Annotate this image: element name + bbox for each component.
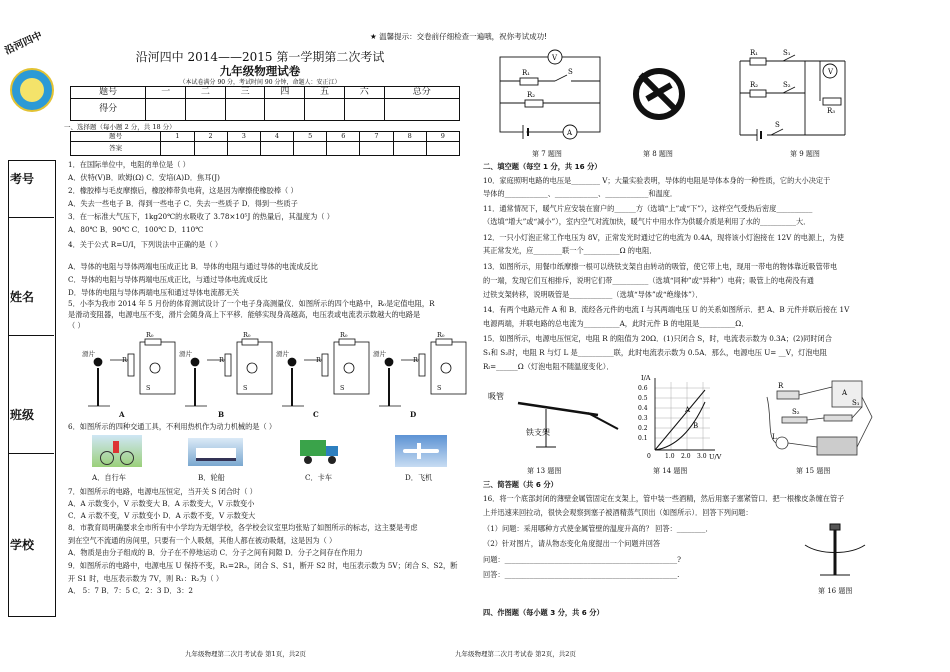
x-tick: 3.0	[697, 453, 707, 460]
circuit-label: R	[122, 356, 127, 364]
score-header: 五	[305, 87, 345, 99]
fig16-caption: 第 16 题图	[818, 587, 853, 595]
answer-cell[interactable]	[294, 142, 327, 156]
question-text: 11．通常情况下，暖气片应安装在窗户的______方（选填“上”或“下”），这样空气受热后密度__________	[483, 204, 813, 213]
circuit-part	[150, 363, 160, 373]
question-text: 开 S1 时，电压表示数为 7V，则 R₁：R₂为（ ）	[68, 574, 224, 583]
q6-option-b[interactable]: B．轮船	[198, 473, 225, 482]
curve-b-label: B	[693, 422, 699, 430]
circuit-label: S	[146, 384, 151, 392]
question-text: 2．橡胶棒与毛皮摩擦后，橡胶棒带负电荷，这是因为摩擦使橡胶棒（ ）	[68, 186, 298, 195]
answer-cell[interactable]	[194, 142, 227, 156]
circuit-label: S	[243, 384, 248, 392]
question-text: 电源两端，并联电路的总电流为__________A，此时元件 B 的电阻是__________Ω．	[483, 319, 749, 328]
question-text: （1）问题：采用哪种方式使金属管壁的温度升高的？ 回答：________．	[483, 524, 713, 533]
circuit-label: 滑片	[82, 350, 95, 358]
circuit-label: R₀	[340, 331, 348, 339]
circuit-part	[145, 339, 161, 345]
question-text: 3．在一标准大气压下，1kg20℃的水吸收了 3.78×10⁵J 的热量后，其温度为（ ）	[68, 212, 334, 221]
airplane-image	[395, 435, 447, 467]
section1-title: 一、选择题（每小题 2 分，共 18 分）	[64, 123, 176, 131]
x-tick: 1.0	[665, 453, 675, 460]
answer-table	[70, 131, 460, 156]
question-text: Rₗ=______Ω（灯泡电阻不随温度变化）．	[483, 362, 614, 371]
score-header: 六	[344, 87, 384, 99]
q5-option-d[interactable]: D	[410, 410, 417, 419]
fig9-s-label: S	[775, 121, 780, 129]
section4-title: 四、作图题（每小题 3 分，共 6 分）	[483, 608, 604, 617]
label-exam-number: 考号	[10, 172, 35, 186]
y-tick: 0.1	[638, 435, 648, 442]
question-options: C．A 示数不变，V 示数变小 D．A 示数不变，V 示数变大	[68, 511, 256, 520]
question-text: 12．一只小灯泡正常工作电压为 8V，正常发光时通过它的电流为 0.4A，现将该小灯泡接在 12V 的电源上，为使	[483, 233, 844, 242]
x-tick: 0	[647, 453, 651, 460]
question-options: A．物质是由分子组成的 B．分子在不停地运动 C．分子之间有间隙 D．分子之间存在作用力	[68, 548, 363, 557]
circuit-part	[94, 358, 102, 366]
circuit-part	[191, 358, 199, 366]
fig15-l-label: L	[772, 433, 777, 441]
circuit-label: R₀	[243, 331, 251, 339]
answer-header: 9	[426, 132, 459, 142]
fig15-s2-label: S₂	[792, 408, 800, 416]
answer-header: 8	[393, 132, 426, 142]
score-cell[interactable]	[186, 99, 226, 121]
question-text: 10．家庭照明电路的电压是________ V；大量实验表明，导体的电阻是导体本身的一种性质，它的大小决定于	[483, 176, 831, 185]
fig13-caption: 第 13 题图	[527, 467, 562, 475]
score-cell[interactable]	[146, 99, 186, 121]
score-header: 三	[225, 87, 265, 99]
question-text: 13．如图所示，用餐巾纸摩擦一根可以绕铁支架自由转动的吸管，使它带上电，现用一带电的物体靠近吸管带电	[483, 262, 838, 271]
score-cell[interactable]	[384, 99, 459, 121]
q5-circuits	[80, 331, 470, 414]
question-text: 7．如图所示的电路，电源电压恒定，当开关 S 闭合时（ ）	[68, 487, 257, 496]
page-title: 沿河四中 2014——2015 第一学期第二次考试	[135, 50, 385, 64]
circuit-part	[288, 358, 296, 366]
question-options: A． 5：7 B．7：5 C．2：3 D．3：2	[68, 586, 193, 595]
fig9-r2-label: R₂	[750, 81, 759, 89]
page-subtitle: 九年级物理试卷	[219, 64, 301, 78]
circuit-part	[385, 358, 393, 366]
circuit-part	[339, 339, 355, 345]
score-row-label: 得分	[71, 99, 146, 121]
label-class: 班级	[10, 408, 35, 422]
section3-title: 三、简答题（共 6 分）	[483, 480, 558, 489]
question-text: 的一端，发现它们互相排斥，说明它们带__________（选填“同种”或“异种”）电荷；吸管上的电荷没有通	[483, 276, 814, 285]
circuit-label: S	[437, 384, 442, 392]
circuit-label: 滑片	[276, 350, 289, 358]
fig9-r3-label: R₃	[827, 107, 836, 115]
fig14-caption: 第 14 题图	[653, 467, 688, 475]
reminder: ★ 温馨提示：交卷前仔细检查一遍哦，祝你考试成功!	[370, 32, 548, 41]
fig15-r-label: R	[778, 382, 784, 390]
q6-option-c[interactable]: C．卡车	[305, 473, 333, 482]
answer-header: 1	[161, 132, 194, 142]
question-text: 其正常发光，应________联一个__________Ω 的电阻．	[483, 246, 657, 255]
circuit-part	[419, 354, 425, 376]
fig13-straw	[488, 385, 623, 455]
curve-a	[655, 390, 705, 450]
circuit-label: R₀	[437, 331, 445, 339]
question-options: D．导体的电阻与导体两端电压和通过导体电流都无关	[68, 288, 240, 297]
fig14-ylabel: I/A	[641, 374, 651, 382]
circuit-part	[441, 363, 451, 373]
circuit-part	[225, 354, 231, 376]
answer-cell[interactable]	[327, 142, 360, 156]
score-table	[70, 86, 460, 121]
answer-header: 2	[194, 132, 227, 142]
ship-image	[188, 438, 243, 466]
y-tick: 0.4	[638, 405, 648, 412]
circuit-label: R₀	[146, 331, 154, 339]
question-text: 15．如图所示，电源电压恒定，电阻 R 的阻值为 20Ω．(1)只闭合 S，时，电流表示数为 0.3A；(2)同时闭合	[483, 334, 832, 343]
no-smoking-sign	[633, 68, 685, 120]
score-cell[interactable]	[225, 99, 265, 121]
fig15-ammeter-label: A	[842, 389, 848, 397]
fig13-straw-label: 吸管	[488, 392, 504, 401]
question-text: 6．如图所示的四种交通工具，不利用热机作为动力机械的是（ ）	[68, 422, 277, 431]
score-cell[interactable]	[344, 99, 384, 121]
fig9-caption: 第 9 题图	[790, 150, 820, 158]
answer-cell[interactable]	[161, 142, 194, 156]
circuit-label: S	[340, 384, 345, 392]
bicycle-image	[92, 435, 142, 467]
fig9-voltmeter-label: V	[828, 68, 834, 76]
fig14-chart	[635, 372, 720, 460]
answer-cell[interactable]	[426, 142, 459, 156]
fig7-r1-label: R₁	[522, 69, 531, 77]
exam-note: （本试卷满分 90 分，考试时间 90 分钟，命题人：安正江）	[179, 79, 341, 86]
circuit-part	[128, 354, 134, 376]
answer-header: 7	[360, 132, 393, 142]
score-header: 一	[146, 87, 186, 99]
circuit-label: R	[413, 356, 418, 364]
footer-left: 九年级物理第二次月考试卷 第1页，共2页	[185, 650, 306, 658]
question-text: S₁和 S₂时，电阻 R 与灯 L 是__________联，此时电流表示数为 0.5A．那么，电源电压 U= __V，灯泡电阻	[483, 348, 827, 357]
question-options: A．导体的电阻与导体两端电压成正比 B．导体的电阻与通过导体的电流成反比	[68, 262, 318, 271]
y-tick: 0.3	[638, 415, 648, 422]
answer-cell[interactable]	[260, 142, 293, 156]
fig15-caption: 第 15 题图	[796, 467, 831, 475]
answer-cell[interactable]	[393, 142, 426, 156]
label-name: 姓名	[10, 290, 35, 304]
y-tick: 0.6	[638, 385, 648, 392]
question-text: 是滑动变阻器，电源电压不变，滑片会随身高上下平移．能够实现身高越高，电压表或电流表示数越大的电路是	[68, 310, 421, 319]
fig9-s1-label: S₁	[783, 49, 791, 57]
question-options: A．80℃ B．90℃ C．100℃ D．110℃	[68, 225, 204, 234]
circuit-part	[436, 339, 452, 345]
circuit-label: R	[219, 356, 224, 364]
fig8-caption: 第 8 题图	[643, 150, 673, 158]
question-text: 上并迅速来回拉动，很快会观察到塞子被酒精蒸气顶出（如图所示）．回答下列问题：	[483, 508, 753, 517]
answer-header: 6	[327, 132, 360, 142]
q5-option-a[interactable]: A	[119, 410, 125, 419]
fig9-circuit	[735, 45, 865, 145]
circuit-part	[344, 363, 354, 373]
fig7-circuit	[495, 45, 615, 145]
question-text: 14．有两个电路元件 A 和 B．流经各元件的电流 I 与其两端电压 U 的关系如图所示．把 A、B 元件并联后接在 1V	[483, 305, 850, 314]
q6-option-d[interactable]: D．飞机	[405, 473, 433, 482]
sidebar	[0, 0, 62, 672]
question-text: 5．小李为我市 2014 年 5 月份的体育测试设计了一个电子身高测量仪．如图所示的四个电路中，R₀是定值电阻，R	[68, 299, 435, 308]
question-options: C．导体的电阻与导体两端电压成正比，与通过导体电流成反比	[68, 275, 268, 284]
fig7-s-label: S	[568, 68, 573, 76]
q5-option-c[interactable]: C	[313, 410, 319, 419]
label-school: 学校	[10, 538, 35, 552]
answer-line[interactable]: 问题：________________________________________________?	[483, 555, 681, 564]
answer-header: 5	[294, 132, 327, 142]
answer-cell[interactable]	[227, 142, 260, 156]
question-options: A．失去一些电子 B．得到一些电子 C．失去一些质子 D．得到一些质子	[68, 199, 298, 208]
fig16-tube	[800, 520, 870, 585]
fig9-r1-label: R₁	[750, 49, 759, 57]
answer-header: 3	[227, 132, 260, 142]
score-cell[interactable]	[265, 99, 305, 121]
fig7-voltmeter-label: V	[552, 54, 558, 62]
question-text: （2）针对图片，请从物态变化角度提出一个问题并回答	[483, 539, 661, 548]
truck-image	[300, 436, 340, 466]
score-header: 总分	[384, 87, 459, 99]
y-tick: 0.5	[638, 395, 648, 402]
answer-header: 题号	[71, 132, 161, 142]
curve-a-label: A	[685, 406, 691, 414]
answer-line[interactable]: 回答：________________________________________________.	[483, 570, 680, 579]
answer-header: 4	[260, 132, 293, 142]
circuit-label: 滑片	[373, 350, 386, 358]
q6-option-a[interactable]: A．自行车	[92, 473, 126, 482]
school-logo	[10, 68, 54, 112]
question-text: 过铁支架转移，说明吸管是____________（选填“导体”或“绝缘体”）．	[483, 290, 703, 299]
fig13-stand-label: 铁支架	[526, 428, 550, 437]
score-header: 题号	[71, 87, 146, 99]
fig15-s1-label: S₁	[852, 399, 860, 407]
answer-cell[interactable]	[360, 142, 393, 156]
footer-right: 九年级物理第二次月考试卷 第2页，共2页	[455, 650, 576, 658]
fig9-s2-label: S₂	[783, 81, 791, 89]
circuit-part	[322, 354, 328, 376]
fig7-caption: 第 7 题图	[532, 150, 562, 158]
fig7-r2-label: R₂	[527, 91, 536, 99]
answer-row-label: 答案	[71, 142, 161, 156]
question-options: A．A 示数变小，V 示数变大 B．A 示数变大，V 示数变小	[68, 499, 255, 508]
question-text: （ ）	[68, 321, 85, 330]
fig7-ammeter-label: A	[567, 129, 573, 137]
fig15-circuit	[762, 377, 877, 465]
circuit-part	[242, 339, 258, 345]
question-options: A．伏特(V)B．欧姆(Ω) C．安培(A)D．焦耳(J)	[68, 173, 220, 182]
question-text: 16．将一个底部封闭的薄壁金属管固定在支架上，管中装一些酒精，然后用塞子塞紧管口．把一根橡皮条缠在管子	[483, 494, 845, 503]
school-name: 沿河四中	[3, 30, 45, 58]
question-text: 4．关于公式 R=U/I，下列说法中正确的是（ ）	[68, 240, 223, 249]
x-tick: 2.0	[681, 453, 691, 460]
score-header: 四	[265, 87, 305, 99]
question-text: （选填“增大”或“减小”），室内空气对流加快，暖气片中用水作为供暖介质是利用了水的__________大．	[483, 217, 811, 226]
q5-option-b[interactable]: B	[218, 410, 225, 419]
fig14-xlabel: U/V	[709, 453, 722, 461]
question-text: 导体的____________、____________、____________和温度．	[483, 189, 678, 198]
circuit-label: 滑片	[179, 350, 192, 358]
question-text: 1．在国际单位中，电阻的单位是（ ）	[68, 160, 190, 169]
question-text: 8．市教育局明确要求全市所有中小学均为无烟学校，各学校会议室里均张贴了如图所示的标志，这主要是考虑	[68, 523, 418, 532]
question-text: 9．如图所示的电路中，电源电压 U 保持不变，R₁=2R₂，闭合 S、S1，断开 S2 时，电压表示数为 5V；闭合 S、S2，断	[68, 561, 458, 570]
y-tick: 0.2	[638, 425, 648, 432]
score-cell[interactable]	[305, 99, 345, 121]
section2-title: 二、填空题（每空 1 分，共 16 分）	[483, 162, 602, 171]
question-text: 到在空气不流通的房间里，只要有一个人吸烟，其他人都在被动吸烟，这是因为（ ）	[68, 536, 337, 545]
circuit-part	[247, 363, 257, 373]
circuit-label: R	[316, 356, 321, 364]
score-header: 二	[186, 87, 226, 99]
